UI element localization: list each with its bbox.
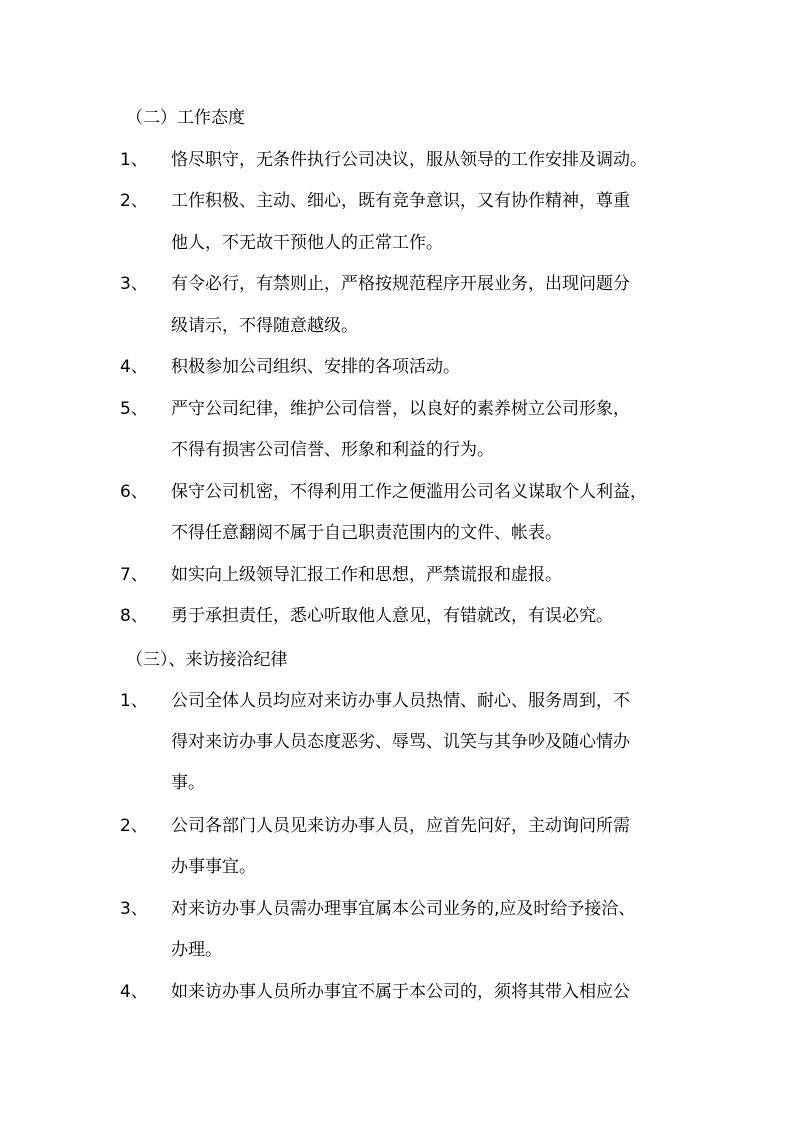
section-heading-work-attitude: （二）工作态度	[126, 108, 245, 128]
list-item-number: 7、	[120, 565, 148, 585]
list-item-text: 勇于承担责任，悉心听取他人意见，有错就改，有误必究。	[171, 606, 613, 626]
list-item-text-continued: 不得有损害公司信誉、形象和利益的行为。	[171, 440, 494, 460]
list-item-text: 有令必行，有禁则止，严格按规范程序开展业务，出现问题分	[171, 274, 630, 294]
list-item-text: 公司各部门人员见来访办事人员，应首先问好，主动询问所需	[171, 816, 630, 836]
list-item-text-continued: 办理。	[171, 940, 222, 960]
list-item-text: 严守公司纪律，维护公司信誉，以良好的素养树立公司形象，	[171, 399, 630, 419]
list-item-number: 2、	[120, 816, 148, 836]
list-item-text: 工作积极、主动、细心，既有竞争意识，又有协作精神，尊重	[171, 191, 630, 211]
list-item-text: 恪尽职守，无条件执行公司决议，服从领导的工作安排及调动。	[171, 150, 647, 170]
list-item-number: 1、	[120, 150, 148, 170]
list-item-text-continued: 不得任意翻阅不属于自己职责范围内的文件、帐表。	[171, 523, 562, 543]
list-item-number: 2、	[120, 191, 148, 211]
list-item-number: 3、	[120, 274, 148, 294]
list-item-text-continued: 得对来访办事人员态度恶劣、辱骂、讥笑与其争吵及随心情办	[171, 732, 630, 752]
list-item-text: 如来访办事人员所办事宜不属于本公司的，须将其带入相应公	[171, 982, 630, 1002]
list-item-text-continued: 事。	[171, 773, 205, 793]
list-item-number: 8、	[120, 606, 148, 626]
list-item-text: 对来访办事人员需办理事宜属本公司业务的,应及时给予接洽、	[171, 899, 636, 919]
list-item-text: 公司全体人员均应对来访办事人员热情、耐心、服务周到，不	[171, 691, 630, 711]
list-item-number: 4、	[120, 357, 148, 377]
list-item-number: 4、	[120, 982, 148, 1002]
list-item-number: 6、	[120, 482, 148, 502]
list-item-text: 如实向上级领导汇报工作和思想，严禁谎报和虚报。	[171, 565, 562, 585]
list-item-text-continued: 他人，不无故干预他人的正常工作。	[171, 233, 443, 253]
list-item-text-continued: 办事事宜。	[171, 857, 256, 877]
section-heading-visitor-reception: （三）、来访接洽纪律	[126, 650, 288, 670]
list-item-text: 保守公司机密，不得利用工作之便滥用公司名义谋取个人利益，	[171, 482, 647, 502]
list-item-number: 1、	[120, 691, 148, 711]
list-item-number: 5、	[120, 399, 148, 419]
list-item-text-continued: 级请示，不得随意越级。	[171, 316, 358, 336]
list-item-number: 3、	[120, 899, 148, 919]
list-item-text: 积极参加公司组织、安排的各项活动。	[171, 357, 460, 377]
